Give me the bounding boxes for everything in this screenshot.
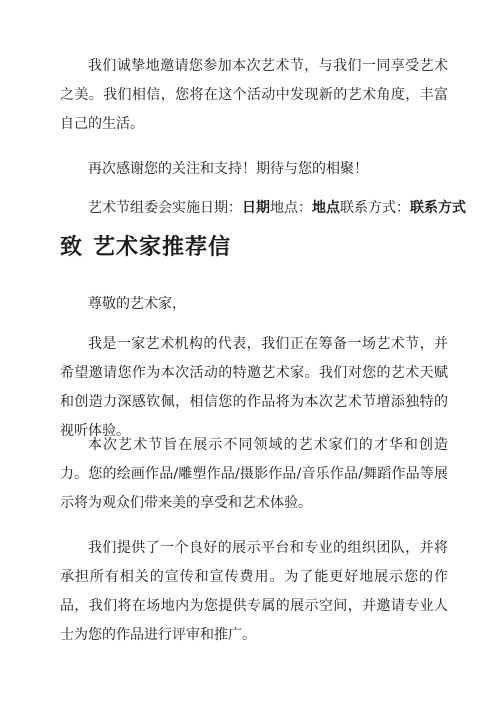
letter-paragraph-2: 本次艺术节旨在展示不同领域的艺术家们的才华和创造力。您的绘画作品/雕塑作品/摄影作品/音乐作品/舞蹈作品等展示将为观众们带来美的享受和艺术体验。 [60, 437, 448, 511]
date-placeholder: 日期 [242, 200, 270, 216]
location-placeholder: 地点 [312, 200, 340, 216]
invitation-paragraph: 我们诚挚地邀请您参加本次艺术节，与我们一同享受艺术之美。我们相信，您将在这个活动中发现新的艺术角度，丰富自己的生活。 [60, 58, 448, 132]
heading-prefix: 致 [60, 234, 84, 260]
contact-placeholder: 联系方式 [410, 200, 466, 216]
letter-paragraph-3: 我们提供了一个良好的展示平台和专业的组织团队，并将承担所有相关的宣传和宣传费用。为了能更好地展示您的作品，我们将在场地内为您提供专属的展示空间，并邀请专业人士为您的作品进行评审和推广。 [60, 540, 448, 643]
heading-title: 艺术家推荐信 [93, 234, 232, 260]
organizer-info-line [60, 194, 466, 223]
organizer-date-label: 艺术节组委会实施日期： [88, 200, 242, 216]
location-label: 地点： [270, 200, 312, 216]
letter-heading [60, 232, 231, 262]
letter-paragraph-1: 我是一家艺术机构的代表，我们正在筹备一场艺术节，并希望邀请您作为本次活动的特邀艺术家。我们对您的艺术天赋和创造力深感钦佩，相信您的作品将为本次艺术节增添独特的视听体验。 [60, 336, 448, 439]
contact-label: 联系方式： [340, 200, 410, 216]
thanks-paragraph: 再次感谢您的关注和支持！期待与您的相聚！ [88, 161, 368, 177]
salutation: 尊敬的艺术家， [88, 296, 186, 312]
